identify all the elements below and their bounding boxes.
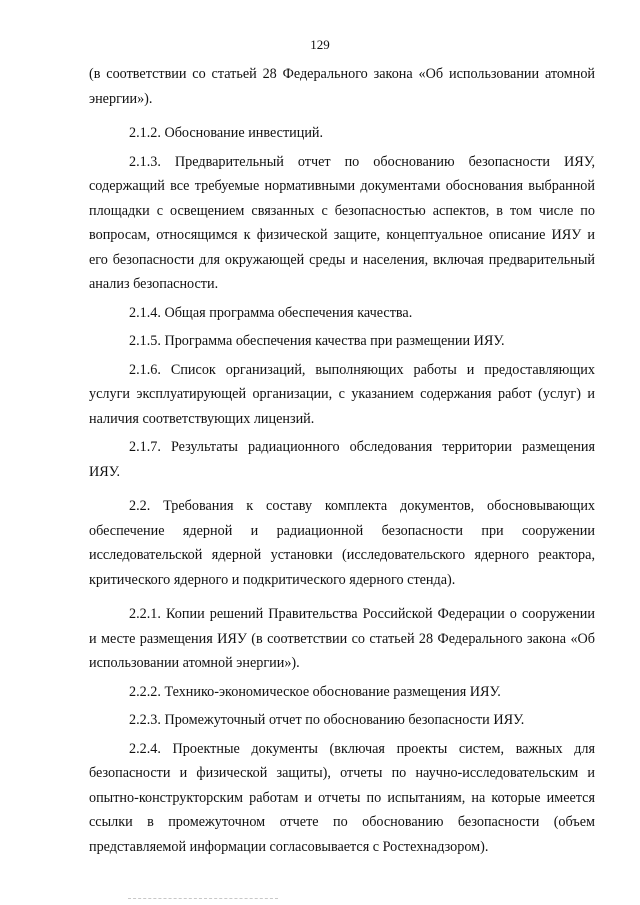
paragraph-2-2-2: 2.2.2. Технико-экономическое обоснование размещения ИЯУ. [129, 683, 501, 700]
paragraph-2-1-4: 2.1.4. Общая программа обеспечения качества. [129, 304, 413, 321]
paragraph-2-1-2: 2.1.2. Обоснование инвестиций. [129, 125, 324, 141]
paragraph-2-1-7: 2.1.7. Результаты радиационного обследования территории размещения ИЯУ. [89, 439, 595, 480]
scan-artifact-line [128, 898, 278, 901]
paragraph-2-1-5: 2.1.5. Программа обеспечения качества при размещении ИЯУ. [129, 333, 505, 349]
document-body [89, 62, 595, 859]
paragraph-2-2-3: 2.2.3. Промежуточный отчет по обоснованию безопасности ИЯУ. [129, 712, 525, 728]
page-number: 129 [310, 37, 330, 52]
paragraph-2-2: 2.2. Требования к составу комплекта документов, обосновывающих обеспечение ядерной и радиационной безопасности при сооружении исследовательской ядерной установки (исследовательского ядерного реактора, критического ядерного и подкритического ядерного стенда). [89, 498, 595, 588]
paragraph-2-1-6: 2.1.6. Список организаций, выполняющих работы и предоставляющих услуги эксплуатирующей организации, с указанием содержания работ (услуг) и наличия соответствующих лицензий. [89, 361, 595, 427]
paragraph-continuation: (в соответствии со статьей 28 Федерального закона «Об использовании атомной энергии»). [89, 66, 595, 107]
paragraph-2-1-3: 2.1.3. Предварительный отчет по обоснованию безопасности ИЯУ, содержащий все требуемые нормативными документами обоснования выбранной площадки с освещением связанных с безопасностью аспектов, в том числе по вопросам, относящимся к физической защите, концептуальное описание ИЯУ и его безопасности для окружающей среды и населения, включая предварительный анализ безопасности. [89, 153, 595, 292]
paragraph-2-2-4: 2.2.4. Проектные документы (включая проекты систем, важных для безопасности и физической защиты), отчеты по научно-исследовательским и опытно-конструкторским работам и отчеты по испытаниям, на которые имеется ссылки в промежуточном отчете по обоснованию безопасности (объем представляемой информации согласовывается с Ростехнадзором). [89, 740, 595, 855]
paragraph-2-2-1: 2.2.1. Копии решений Правительства Российской Федерации о сооружении и месте размещения ИЯУ (в соответствии со статьей 28 Федерального закона «Об использовании атомной энергии»). [89, 606, 595, 671]
